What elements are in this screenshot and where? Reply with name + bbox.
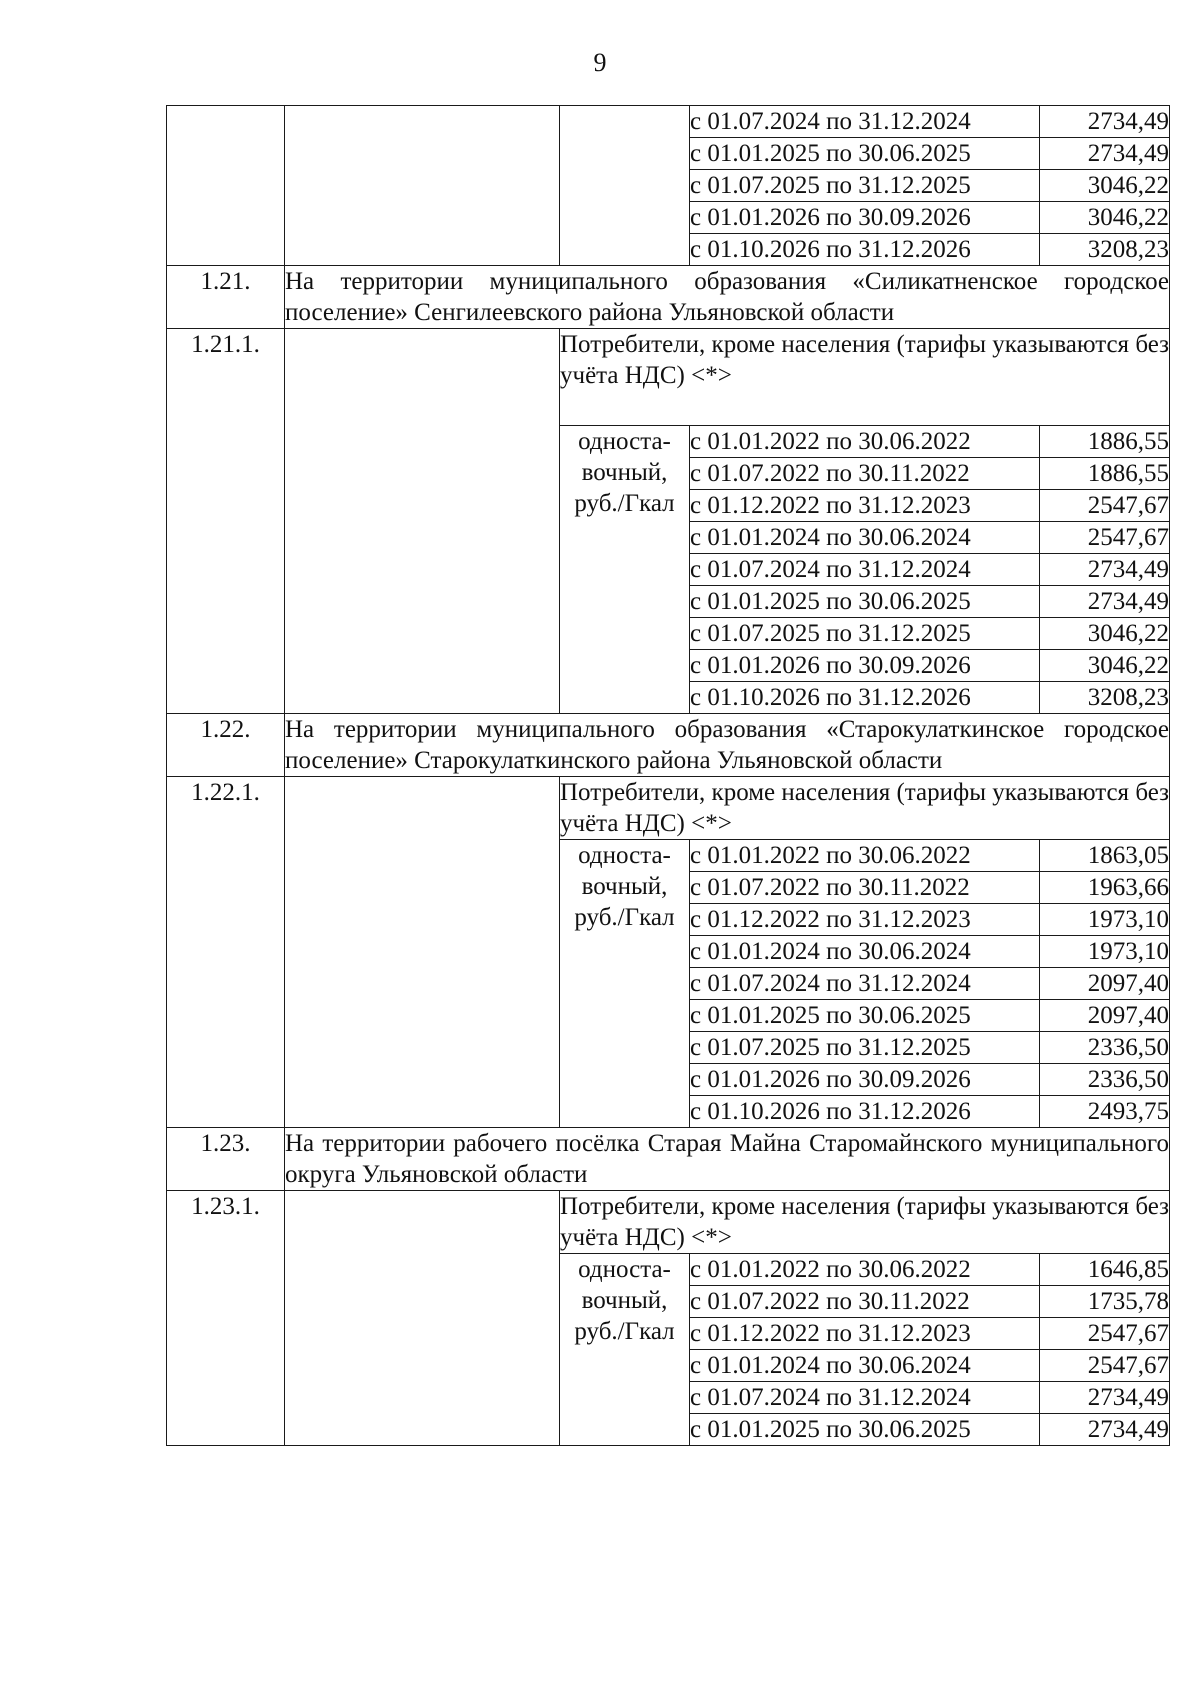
period-cell: с 01.01.2026 по 30.09.2026 xyxy=(690,202,1040,234)
section-title: На территории муниципального образования «Старокулаткинское городское поселение» Старокулаткинского района Ульяновской области xyxy=(285,714,1170,777)
empty-name-cell xyxy=(285,1191,560,1446)
tariff-value-cell: 2734,49 xyxy=(1040,554,1170,586)
period-cell: с 01.01.2022 по 30.06.2022 xyxy=(690,426,1040,458)
subsection-number: 1.21.1. xyxy=(167,329,285,714)
period-cell: с 01.07.2022 по 30.11.2022 xyxy=(690,458,1040,490)
period-cell: с 01.01.2024 по 30.06.2024 xyxy=(690,522,1040,554)
period-cell: с 01.01.2024 по 30.06.2024 xyxy=(690,1350,1040,1382)
section-number: 1.21. xyxy=(167,266,285,329)
period-cell: с 01.01.2025 по 30.06.2025 xyxy=(690,138,1040,170)
tariff-value-cell: 3046,22 xyxy=(1040,618,1170,650)
tariff-value-cell: 1973,10 xyxy=(1040,936,1170,968)
section-heading-row xyxy=(167,266,1170,329)
tariff-value-cell: 2734,49 xyxy=(1040,1382,1170,1414)
tariff-value-cell: 2547,67 xyxy=(1040,522,1170,554)
period-cell: с 01.01.2026 по 30.09.2026 xyxy=(690,650,1040,682)
section-title: На территории рабочего посёлка Старая Майна Старомайнского муниципального округа Ульяновской области xyxy=(285,1128,1170,1191)
tariff-unit: односта-вочный, руб./Гкал xyxy=(560,1254,690,1446)
tariff-value-cell: 2493,75 xyxy=(1040,1096,1170,1128)
subsection-number: 1.23.1. xyxy=(167,1191,285,1446)
period-cell: с 01.01.2025 по 30.06.2025 xyxy=(690,1414,1040,1446)
tariff-value-cell: 2336,50 xyxy=(1040,1064,1170,1096)
period-cell: с 01.07.2025 по 31.12.2025 xyxy=(690,1032,1040,1064)
consumer-description: Потребители, кроме населения (тарифы указываются без учёта НДС) <*> xyxy=(560,329,1170,426)
consumer-row xyxy=(167,329,1170,426)
tariff-value-cell: 3046,22 xyxy=(1040,170,1170,202)
section-heading-row xyxy=(167,714,1170,777)
tariff-value-cell: 1963,66 xyxy=(1040,872,1170,904)
tariff-value-cell: 2734,49 xyxy=(1040,586,1170,618)
period-cell: с 01.01.2026 по 30.09.2026 xyxy=(690,1064,1040,1096)
period-cell: с 01.12.2022 по 31.12.2023 xyxy=(690,904,1040,936)
period-cell: с 01.12.2022 по 31.12.2023 xyxy=(690,490,1040,522)
consumer-row xyxy=(167,1191,1170,1254)
period-cell: с 01.07.2022 по 30.11.2022 xyxy=(690,872,1040,904)
period-cell: с 01.01.2022 по 30.06.2022 xyxy=(690,1254,1040,1286)
consumer-row xyxy=(167,777,1170,840)
tariff-value-cell: 1646,85 xyxy=(1040,1254,1170,1286)
tariff-unit: односта-вочный, руб./Гкал xyxy=(560,840,690,1128)
tariff-value-cell: 2734,49 xyxy=(1040,138,1170,170)
period-cell: с 01.07.2024 по 31.12.2024 xyxy=(690,1382,1040,1414)
period-cell: с 01.01.2025 по 30.06.2025 xyxy=(690,1000,1040,1032)
period-cell: с 01.07.2024 по 31.12.2024 xyxy=(690,554,1040,586)
empty-number-cell xyxy=(167,106,285,266)
tariff-value-cell: 1886,55 xyxy=(1040,458,1170,490)
period-cell: с 01.10.2026 по 31.12.2026 xyxy=(690,234,1040,266)
period-cell: с 01.12.2022 по 31.12.2023 xyxy=(690,1318,1040,1350)
subsection-number: 1.22.1. xyxy=(167,777,285,1128)
tariff-value-cell: 2547,67 xyxy=(1040,1318,1170,1350)
empty-name-cell xyxy=(285,777,560,1128)
period-cell: с 01.07.2025 по 31.12.2025 xyxy=(690,618,1040,650)
tariff-value-cell: 3046,22 xyxy=(1040,202,1170,234)
section-heading-row xyxy=(167,1128,1170,1191)
period-cell: с 01.07.2024 по 31.12.2024 xyxy=(690,106,1040,138)
tariff-value-cell: 2734,49 xyxy=(1040,106,1170,138)
period-cell: с 01.10.2026 по 31.12.2026 xyxy=(690,682,1040,714)
page-number: 9 xyxy=(593,48,607,77)
tariff-value-cell: 3208,23 xyxy=(1040,234,1170,266)
empty-unit-cell xyxy=(560,106,690,266)
tariff-value-cell: 1973,10 xyxy=(1040,904,1170,936)
section-number: 1.22. xyxy=(167,714,285,777)
consumer-description: Потребители, кроме населения (тарифы указываются без учёта НДС) <*> xyxy=(560,777,1170,840)
period-cell: с 01.01.2024 по 30.06.2024 xyxy=(690,936,1040,968)
tariff-value-cell: 1863,05 xyxy=(1040,840,1170,872)
tariff-value-cell: 1735,78 xyxy=(1040,1286,1170,1318)
empty-name-cell xyxy=(285,329,560,714)
tariff-value-cell: 2547,67 xyxy=(1040,1350,1170,1382)
tariff-value-cell: 2547,67 xyxy=(1040,490,1170,522)
tariff-unit: односта-вочный, руб./Гкал xyxy=(560,426,690,714)
section-number: 1.23. xyxy=(167,1128,285,1191)
period-cell: с 01.07.2022 по 30.11.2022 xyxy=(690,1286,1040,1318)
consumer-description: Потребители, кроме населения (тарифы указываются без учёта НДС) <*> xyxy=(560,1191,1170,1254)
tariff-table xyxy=(166,105,1170,1446)
period-cell: с 01.01.2022 по 30.06.2022 xyxy=(690,840,1040,872)
tariff-value-cell: 1886,55 xyxy=(1040,426,1170,458)
empty-name-cell xyxy=(285,106,560,266)
period-cell: с 01.07.2024 по 31.12.2024 xyxy=(690,968,1040,1000)
tariff-value-cell: 2097,40 xyxy=(1040,968,1170,1000)
tariff-value-cell: 3046,22 xyxy=(1040,650,1170,682)
tariff-value-cell: 2734,49 xyxy=(1040,1414,1170,1446)
tariff-value-cell: 2336,50 xyxy=(1040,1032,1170,1064)
tariff-table-body xyxy=(167,106,1170,1446)
period-cell: с 01.01.2025 по 30.06.2025 xyxy=(690,586,1040,618)
table-row xyxy=(167,106,1170,138)
period-cell: с 01.07.2025 по 31.12.2025 xyxy=(690,170,1040,202)
section-title: На территории муниципального образования «Силикатненское городское поселение» Сенгилеевского района Ульяновской области xyxy=(285,266,1170,329)
tariff-value-cell: 2097,40 xyxy=(1040,1000,1170,1032)
tariff-value-cell: 3208,23 xyxy=(1040,682,1170,714)
period-cell: с 01.10.2026 по 31.12.2026 xyxy=(690,1096,1040,1128)
